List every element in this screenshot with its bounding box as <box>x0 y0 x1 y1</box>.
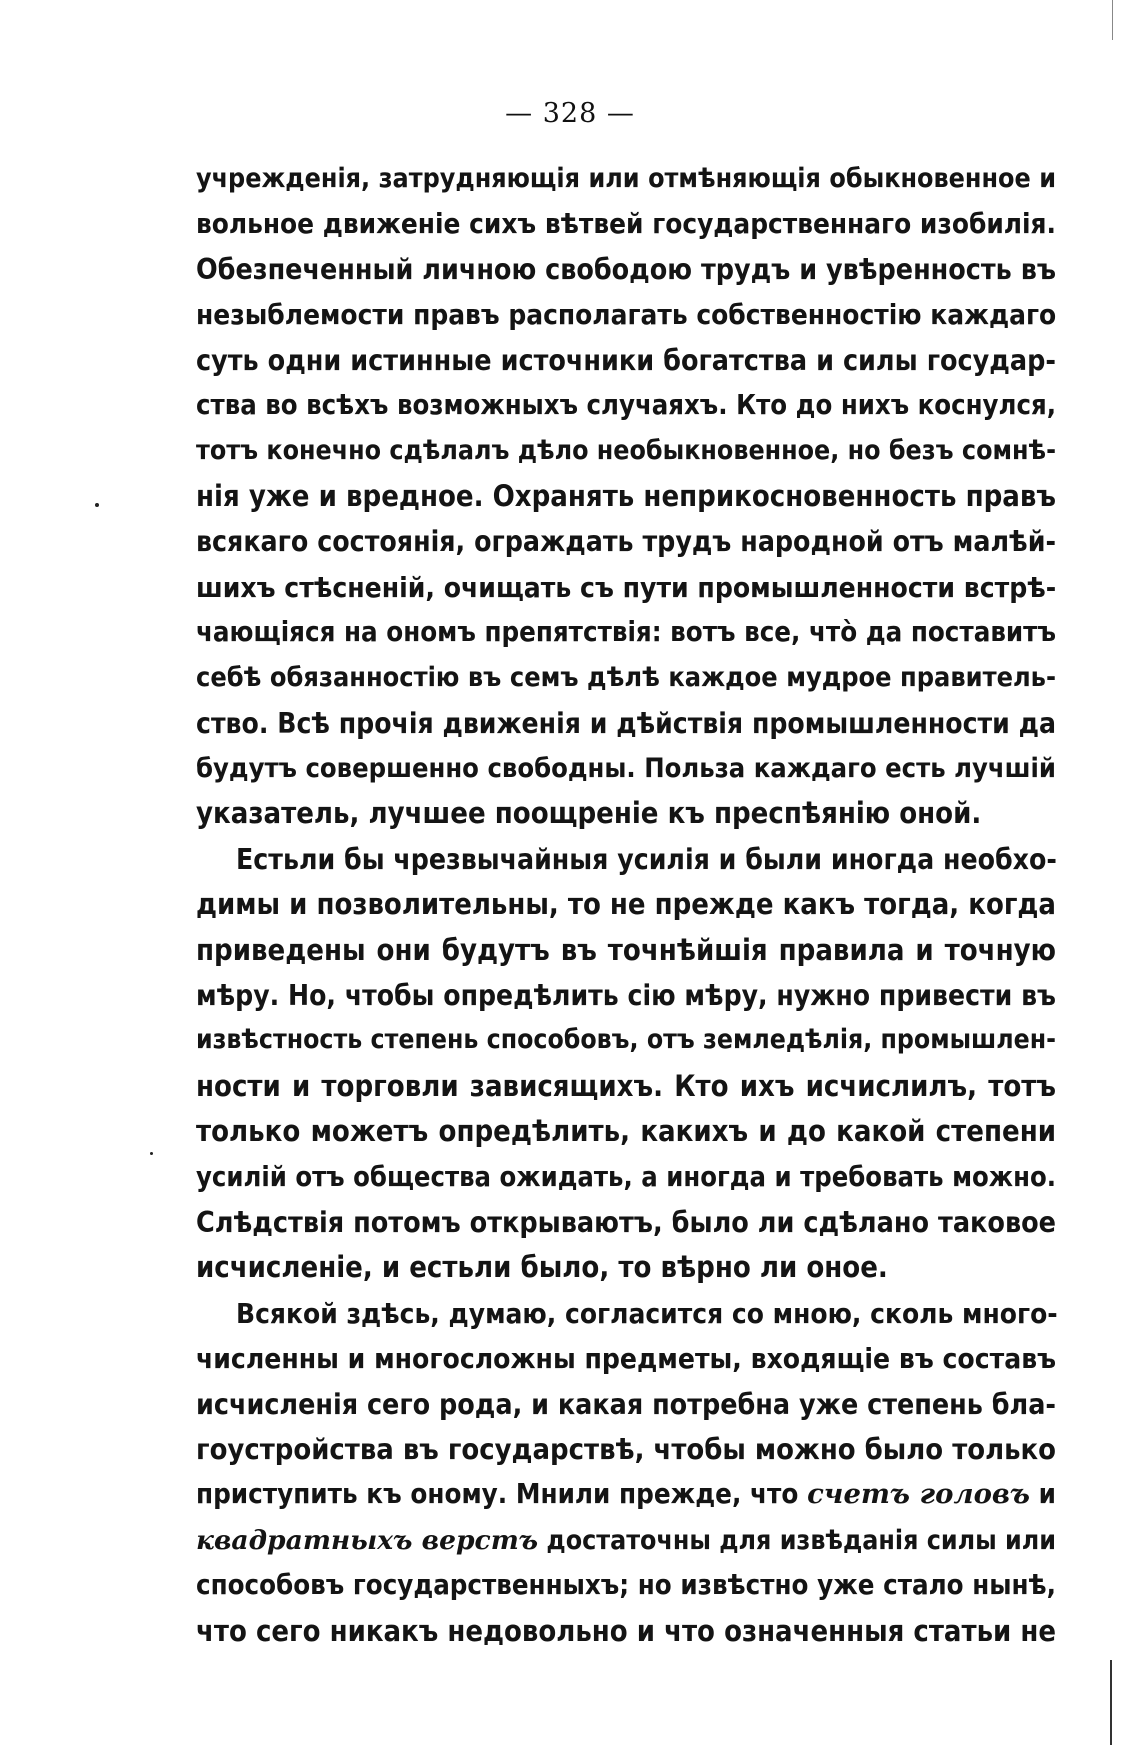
text-line: ности и торговли зависящихъ. Кто ихъ исчислилъ, тотъ <box>196 1068 1056 1103</box>
text-line: исчисленія сего рода, и какая потребна уже степень бла- <box>196 1387 1057 1421</box>
text-line-mixed <box>196 1518 1056 1563</box>
paragraph-3 <box>196 1291 1056 1654</box>
scan-speck <box>95 503 99 507</box>
text-line: указатель, лучшее поощреніе къ преспѣянію оной. <box>196 796 982 831</box>
text-line: численны и многосложны предметы, входящіе въ составъ <box>196 1342 1057 1376</box>
text-line: незыблемости правъ располагать собственностію каждаго <box>196 298 1057 332</box>
text-line: нія уже и вредное. Охранять неприкосновенность правъ <box>196 478 1056 513</box>
page-edge-line <box>1112 0 1113 40</box>
text-segment: и <box>1029 1478 1056 1511</box>
text-line: шихъ стѣсненій, очищать съ пути промышленности встрѣ- <box>196 570 1057 604</box>
scan-speck <box>150 1152 153 1155</box>
text-segment: приступить къ оному. Мнили прежде, что <box>196 1478 808 1511</box>
text-line: суть одни истинные источники богатства и силы государ- <box>196 343 1056 377</box>
text-line: Естьли бы чрезвычайныя усилія и были иногда необхо- <box>236 842 1057 876</box>
text-line: что сего никакъ недовольно и что означенныя статьи не <box>196 1613 1056 1648</box>
text-line: димы и позволительны, то не прежде какъ тогда, когда <box>196 887 1056 922</box>
paragraph-2 <box>196 837 1056 1291</box>
page-edge-line <box>1110 1660 1112 1745</box>
text-line: Всякой здѣсь, думаю, согласится со мною, сколь много- <box>236 1296 1058 1330</box>
text-line: ства во всѣхъ возможныхъ случаяхъ. Кто до нихъ коснулся, <box>196 389 1056 421</box>
text-line: вольное движеніе сихъ вѣтвей государственнаго изобилія. <box>196 207 1056 241</box>
text-line: извѣстность степень способовъ, отъ земледѣлія, промышлен- <box>196 1025 1056 1056</box>
italic-phrase: счетъ головъ <box>807 1478 1030 1511</box>
text-line: только можетъ опредѣлить, какихъ и до какой степени <box>196 1114 1056 1149</box>
text-line: ство. Всѣ прочія движенія и дѣйствія промышленности да <box>196 706 1056 740</box>
page-number: — 328 — <box>505 98 635 129</box>
text-line-mixed <box>196 1472 1056 1517</box>
text-line: усилій отъ общества ожидать, а иногда и требовать можно. <box>196 1161 1056 1193</box>
text-line: способовъ государственныхъ; но извѣстно уже стало нынѣ, <box>196 1570 1056 1602</box>
paragraph-1 <box>196 156 1056 837</box>
text-line: всякаго состоянія, ограждать трудъ народной отъ малѣй- <box>196 525 1056 559</box>
text-segment: достаточны для извѣданія силы или <box>546 1524 1056 1556</box>
text-line: гоустройства въ государствѣ, чтобы можно было только <box>196 1431 1056 1466</box>
body-text <box>196 156 1056 1654</box>
text-line: будутъ совершенно свободны. Польза каждаго есть лучшій <box>196 753 1056 785</box>
text-line: мѣру. Но, чтобы опредѣлить сію мѣру, нужно привести въ <box>196 979 1056 1013</box>
text-line: тотъ конечно сдѣлалъ дѣло необыкновенное, но безъ сомнѣ- <box>196 435 1056 467</box>
text-line: учрежденія, затрудняющія или отмѣняющія обыкновенное и <box>196 163 1056 194</box>
text-line: чающіяся на ономъ препятствія: вотъ все, что̀ да поставитъ <box>196 616 1056 648</box>
text-line: себѣ обязанностію въ семъ дѣлѣ каждое мудрое правитель- <box>196 662 1056 694</box>
text-line: Слѣдствія потомъ открываютъ, было ли сдѣлано таковое <box>196 1205 1056 1239</box>
italic-phrase: квадратныхъ верстъ <box>196 1524 539 1556</box>
text-line: Обезпеченный личною свободою трудъ и увѣренность въ <box>196 252 1056 286</box>
text-line: приведены они будутъ въ точнѣйшія правила и точную <box>196 932 1056 967</box>
text-line: исчисленіе, и естьли было, то вѣрно ли оное. <box>196 1250 888 1285</box>
